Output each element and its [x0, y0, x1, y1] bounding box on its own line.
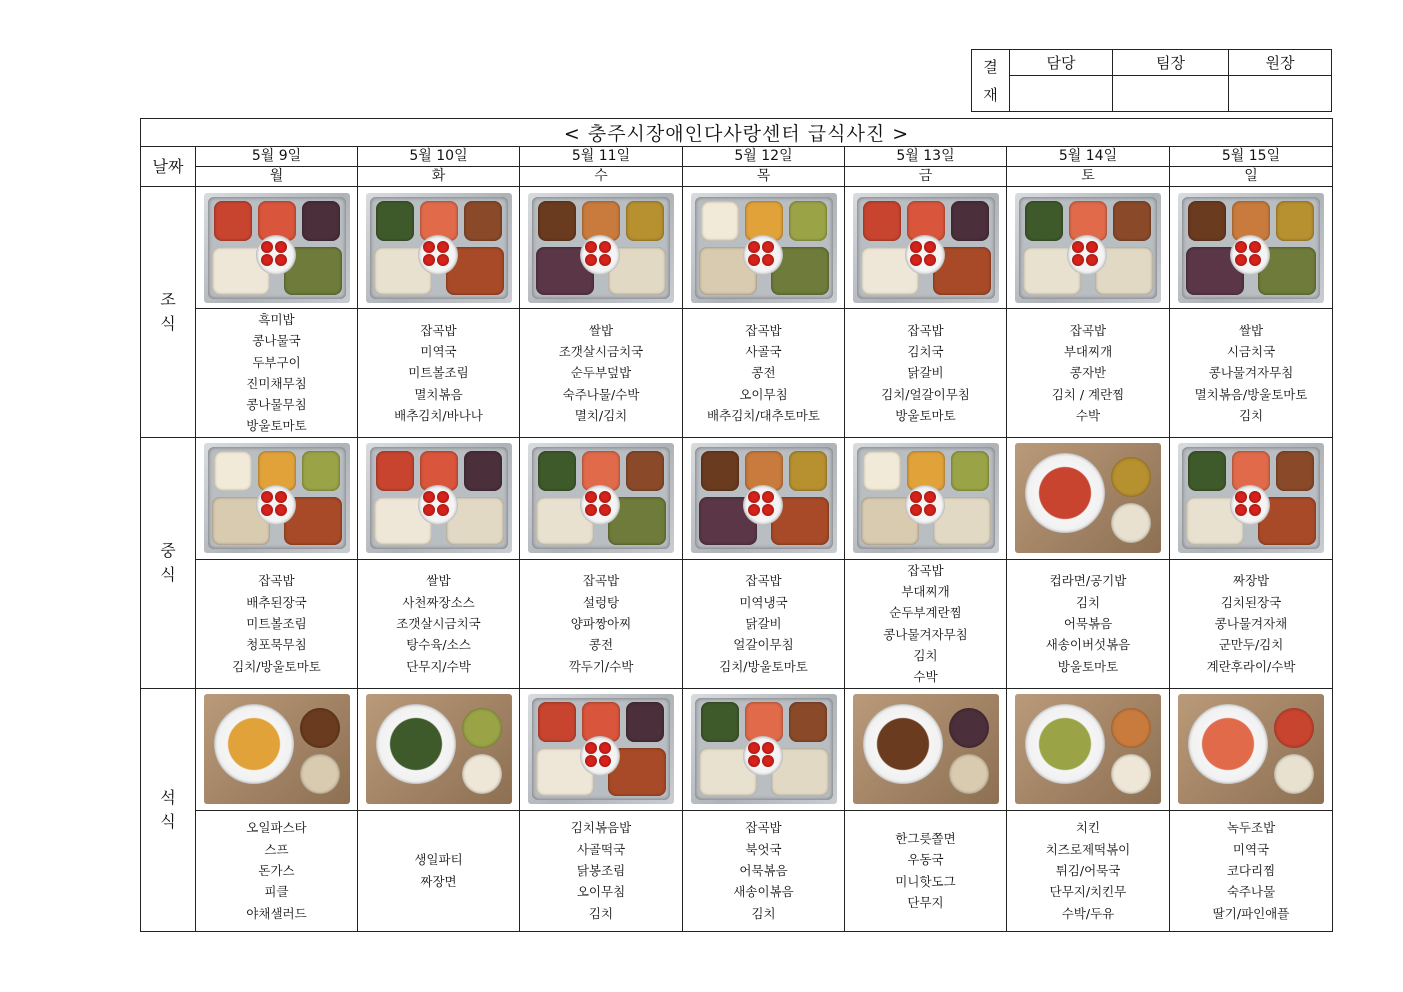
breakfast-menu: 잡곡밥 김치국 닭갈비 김치/얼갈이무침 방울토마토 [881, 322, 970, 423]
cherry-tomato [585, 254, 597, 266]
cherry-tomato [924, 254, 936, 266]
approval-label: 결 재 [972, 50, 1010, 112]
day-of-week: 금 [845, 167, 1007, 187]
dinner-menu: 한그릇쫄면 우동국 미니핫도그 단무지 [895, 830, 956, 910]
fruit-bowl [256, 235, 296, 275]
side-dish [1276, 201, 1314, 241]
side-dish [1111, 754, 1151, 794]
approval-role-staff: 담당 [1010, 50, 1113, 76]
meal-photo [1178, 694, 1324, 804]
meal-photo [204, 193, 350, 303]
cherry-tomato [748, 254, 760, 266]
cherry-tomato [275, 491, 287, 503]
cherry-tomato [748, 241, 760, 253]
approval-role-director: 원장 [1229, 50, 1332, 76]
lunch-photo-cell [683, 437, 845, 559]
breakfast-photo-cell [1170, 187, 1333, 309]
cherry-tomato [762, 504, 774, 516]
side-dish [214, 451, 252, 491]
cherry-tomato [748, 491, 760, 503]
side-dish [462, 754, 502, 794]
cherry-tomato [910, 254, 922, 266]
cherry-tomato [423, 491, 435, 503]
plate-dish [214, 704, 294, 784]
approval-role-team-leader: 팀장 [1113, 50, 1229, 76]
side-dish [789, 451, 827, 491]
cherry-tomato [1249, 254, 1261, 266]
breakfast-menu: 쌀밥 시금치국 콩나물겨자무침 멸치볶음/방울토마토 김치 [1194, 322, 1308, 423]
lunch-photo-cell [358, 437, 520, 559]
cherry-tomato [261, 504, 273, 516]
side-dish [951, 451, 989, 491]
dinner-menu: 치킨 치즈로제떡볶이 튀김/어묵국 단무지/치킨무 수박/두유 [1045, 820, 1131, 921]
cherry-tomato [1072, 241, 1084, 253]
cherry-tomato [924, 241, 936, 253]
dinner-menu: 김치볶음밥 사골떡국 닭봉조림 오이무침 김치 [570, 820, 632, 921]
meal-photo [366, 443, 512, 553]
side-dish [626, 201, 664, 241]
cherry-tomato [924, 491, 936, 503]
cherry-tomato [275, 241, 287, 253]
cherry-tomato [1086, 241, 1098, 253]
fruit-bowl [580, 235, 620, 275]
cherry-tomato [748, 504, 760, 516]
meal-photo [1015, 443, 1161, 553]
cherry-tomato [1249, 241, 1261, 253]
side-dish [701, 201, 739, 241]
side-dish [626, 702, 664, 742]
cherry-tomato [599, 742, 611, 754]
approval-sign-staff[interactable] [1010, 76, 1113, 112]
cherry-tomato [1235, 241, 1247, 253]
cherry-tomato [748, 755, 760, 767]
lunch-menu: 잡곡밥 배추된장국 미트볼조림 청포묵무침 김치/방울토마토 [232, 573, 321, 674]
side-dish [300, 708, 340, 748]
meal-photo [528, 193, 674, 303]
plate-dish [1025, 704, 1105, 784]
breakfast-menu: 잡곡밥 미역국 미트볼조림 멸치볶음 배추김치/바나나 [394, 322, 483, 423]
day-date: 5월 13일 [845, 147, 1007, 167]
page-title: < 충주시장애인다사랑센터 급식사진 > [141, 119, 1333, 147]
lunch-photo-cell [1007, 437, 1170, 559]
cherry-tomato [924, 504, 936, 516]
cherry-tomato [910, 491, 922, 503]
side-dish [538, 201, 576, 241]
side-dish [1188, 451, 1226, 491]
cherry-tomato [762, 241, 774, 253]
meal-photo [853, 694, 999, 804]
plate-dish [376, 704, 456, 784]
dinner-photo-cell [1007, 688, 1170, 810]
cherry-tomato [585, 755, 597, 767]
side-dish [949, 754, 989, 794]
breakfast-menu: 흑미밥 콩나물국 두부구이 진미채무침 콩나물무침 방울토마토 [246, 312, 307, 434]
date-label: 날짜 [141, 147, 196, 187]
meal-photo [853, 193, 999, 303]
side-dish [538, 702, 576, 742]
fruit-bowl [418, 235, 458, 275]
meal-label-lunch: 중 식 [141, 437, 196, 688]
cherry-tomato [762, 491, 774, 503]
side-dish [1111, 503, 1151, 543]
plate-dish [1025, 453, 1105, 533]
dinner-menu: 오일파스타 스프 돈가스 피클 야채샐러드 [246, 820, 307, 921]
cherry-tomato [599, 241, 611, 253]
cherry-tomato [585, 241, 597, 253]
plate-dish [1188, 704, 1268, 784]
day-of-week: 월 [196, 167, 358, 187]
side-dish [863, 201, 901, 241]
day-of-week: 토 [1007, 167, 1170, 187]
cherry-tomato [437, 491, 449, 503]
side-dish [462, 708, 502, 748]
lunch-menu: 잡곡밥 미역냉국 닭갈비 얼갈이무침 김치/방울토마토 [719, 573, 808, 674]
side-dish [701, 451, 739, 491]
meal-photo [204, 443, 350, 553]
cherry-tomato [762, 254, 774, 266]
cherry-tomato [762, 742, 774, 754]
day-of-week: 일 [1170, 167, 1333, 187]
fruit-bowl [1067, 235, 1107, 275]
cherry-tomato [599, 254, 611, 266]
day-date: 5월 12일 [683, 147, 845, 167]
dinner-photo-cell [196, 688, 358, 810]
lunch-photo-cell [1170, 437, 1333, 559]
day-date: 5월 9일 [196, 147, 358, 167]
dinner-menu: 생일파티 짜장면 [414, 852, 463, 889]
dinner-photo-cell [1170, 688, 1333, 810]
meal-photo [1178, 193, 1324, 303]
fruit-bowl [743, 235, 783, 275]
side-dish [1025, 201, 1063, 241]
cherry-tomato [1072, 254, 1084, 266]
cherry-tomato [748, 742, 760, 754]
breakfast-menu: 쌀밥 조갯살시금치국 순두부덮밥 숙주나물/수박 멸치/김치 [558, 322, 644, 423]
meal-label-dinner: 석 식 [141, 688, 196, 931]
side-dish [376, 451, 414, 491]
fruit-bowl [905, 235, 945, 275]
dinner-photo-cell [520, 688, 683, 810]
side-dish [300, 754, 340, 794]
dinner-photo-cell [358, 688, 520, 810]
cherry-tomato [1235, 254, 1247, 266]
side-dish [464, 451, 502, 491]
cherry-tomato [261, 491, 273, 503]
cherry-tomato [275, 504, 287, 516]
meal-photo [366, 193, 512, 303]
meal-photo [853, 443, 999, 553]
side-dish [1276, 451, 1314, 491]
breakfast-photo-cell [358, 187, 520, 309]
side-dish [863, 451, 901, 491]
lunch-menu: 컵라면/공기밥 김치 어묵볶음 새송이버섯볶음 방울토마토 [1045, 573, 1131, 674]
side-dish [302, 451, 340, 491]
day-of-week: 화 [358, 167, 520, 187]
meal-photo [691, 443, 837, 553]
side-dish [1113, 201, 1151, 241]
side-dish [376, 201, 414, 241]
side-dish [538, 451, 576, 491]
cherry-tomato [261, 241, 273, 253]
fruit-bowl [1230, 235, 1270, 275]
day-date: 5월 14일 [1007, 147, 1170, 167]
side-dish [701, 702, 739, 742]
side-dish [1111, 708, 1151, 748]
cherry-tomato [910, 504, 922, 516]
lunch-menu: 쌀밥 사천짜장소스 조갯살시금치국 탕수육/소스 단무지/수박 [396, 573, 481, 674]
side-dish [464, 201, 502, 241]
dinner-menu: 잡곡밥 북엇국 어묵볶음 새송이볶음 김치 [733, 820, 794, 921]
side-dish [626, 451, 664, 491]
breakfast-photo-cell [520, 187, 683, 309]
cherry-tomato [599, 755, 611, 767]
side-dish [214, 201, 252, 241]
cherry-tomato [423, 241, 435, 253]
lunch-menu: 잡곡밥 부대찌개 순두부계란찜 콩나물겨자무침 김치 수박 [883, 562, 968, 685]
side-dish [1111, 457, 1151, 497]
breakfast-menu: 잡곡밥 부대찌개 콩자반 김치 / 계란찜 수박 [1051, 322, 1125, 423]
meal-photo [691, 193, 837, 303]
meal-photo [528, 694, 674, 804]
meal-photo [204, 694, 350, 804]
lunch-photo-cell [845, 437, 1007, 559]
day-date: 5월 10일 [358, 147, 520, 167]
approval-sign-director[interactable] [1229, 76, 1332, 112]
cherry-tomato [423, 504, 435, 516]
cherry-tomato [1086, 254, 1098, 266]
day-date: 5월 15일 [1170, 147, 1333, 167]
cherry-tomato [275, 254, 287, 266]
side-dish [1274, 754, 1314, 794]
meal-photo [528, 443, 674, 553]
breakfast-photo-cell [1007, 187, 1170, 309]
cherry-tomato [423, 254, 435, 266]
breakfast-photo-cell [845, 187, 1007, 309]
meal-photo [1015, 193, 1161, 303]
side-dish [951, 201, 989, 241]
meal-photo [691, 694, 837, 804]
day-of-week: 수 [520, 167, 683, 187]
cherry-tomato [585, 742, 597, 754]
side-dish [949, 708, 989, 748]
meal-label-breakfast: 조 식 [141, 187, 196, 438]
lunch-photo-cell [196, 437, 358, 559]
lunch-photo-cell [520, 437, 683, 559]
breakfast-menu: 잡곡밥 사골국 콩전 오이무침 배추김치/대추토마토 [707, 322, 820, 423]
breakfast-photo-cell [683, 187, 845, 309]
meal-photo [1015, 694, 1161, 804]
meal-photo [1178, 443, 1324, 553]
meal-photo-table [140, 118, 1333, 932]
side-dish [789, 201, 827, 241]
side-dish [302, 201, 340, 241]
dinner-menu: 녹두조밥 미역국 코다리찜 숙주나물 딸기/파인애플 [1212, 820, 1290, 921]
lunch-menu: 짜장밥 김치된장국 콩나물겨자채 군만두/김치 계란후라이/수박 [1206, 573, 1296, 674]
day-of-week: 목 [683, 167, 845, 187]
plate-dish [863, 704, 943, 784]
cherry-tomato [762, 755, 774, 767]
approval-table [971, 49, 1332, 112]
side-dish [789, 702, 827, 742]
meal-photo [366, 694, 512, 804]
cherry-tomato [261, 254, 273, 266]
side-dish [1274, 708, 1314, 748]
cherry-tomato [437, 241, 449, 253]
cherry-tomato [437, 254, 449, 266]
dinner-photo-cell [845, 688, 1007, 810]
cherry-tomato [910, 241, 922, 253]
lunch-menu: 잡곡밥 설렁탕 양파짱아찌 콩전 깍두기/수박 [568, 573, 634, 674]
day-date: 5월 11일 [520, 147, 683, 167]
dinner-photo-cell [683, 688, 845, 810]
approval-sign-team-leader[interactable] [1113, 76, 1229, 112]
cherry-tomato [437, 504, 449, 516]
side-dish [1188, 201, 1226, 241]
breakfast-photo-cell [196, 187, 358, 309]
